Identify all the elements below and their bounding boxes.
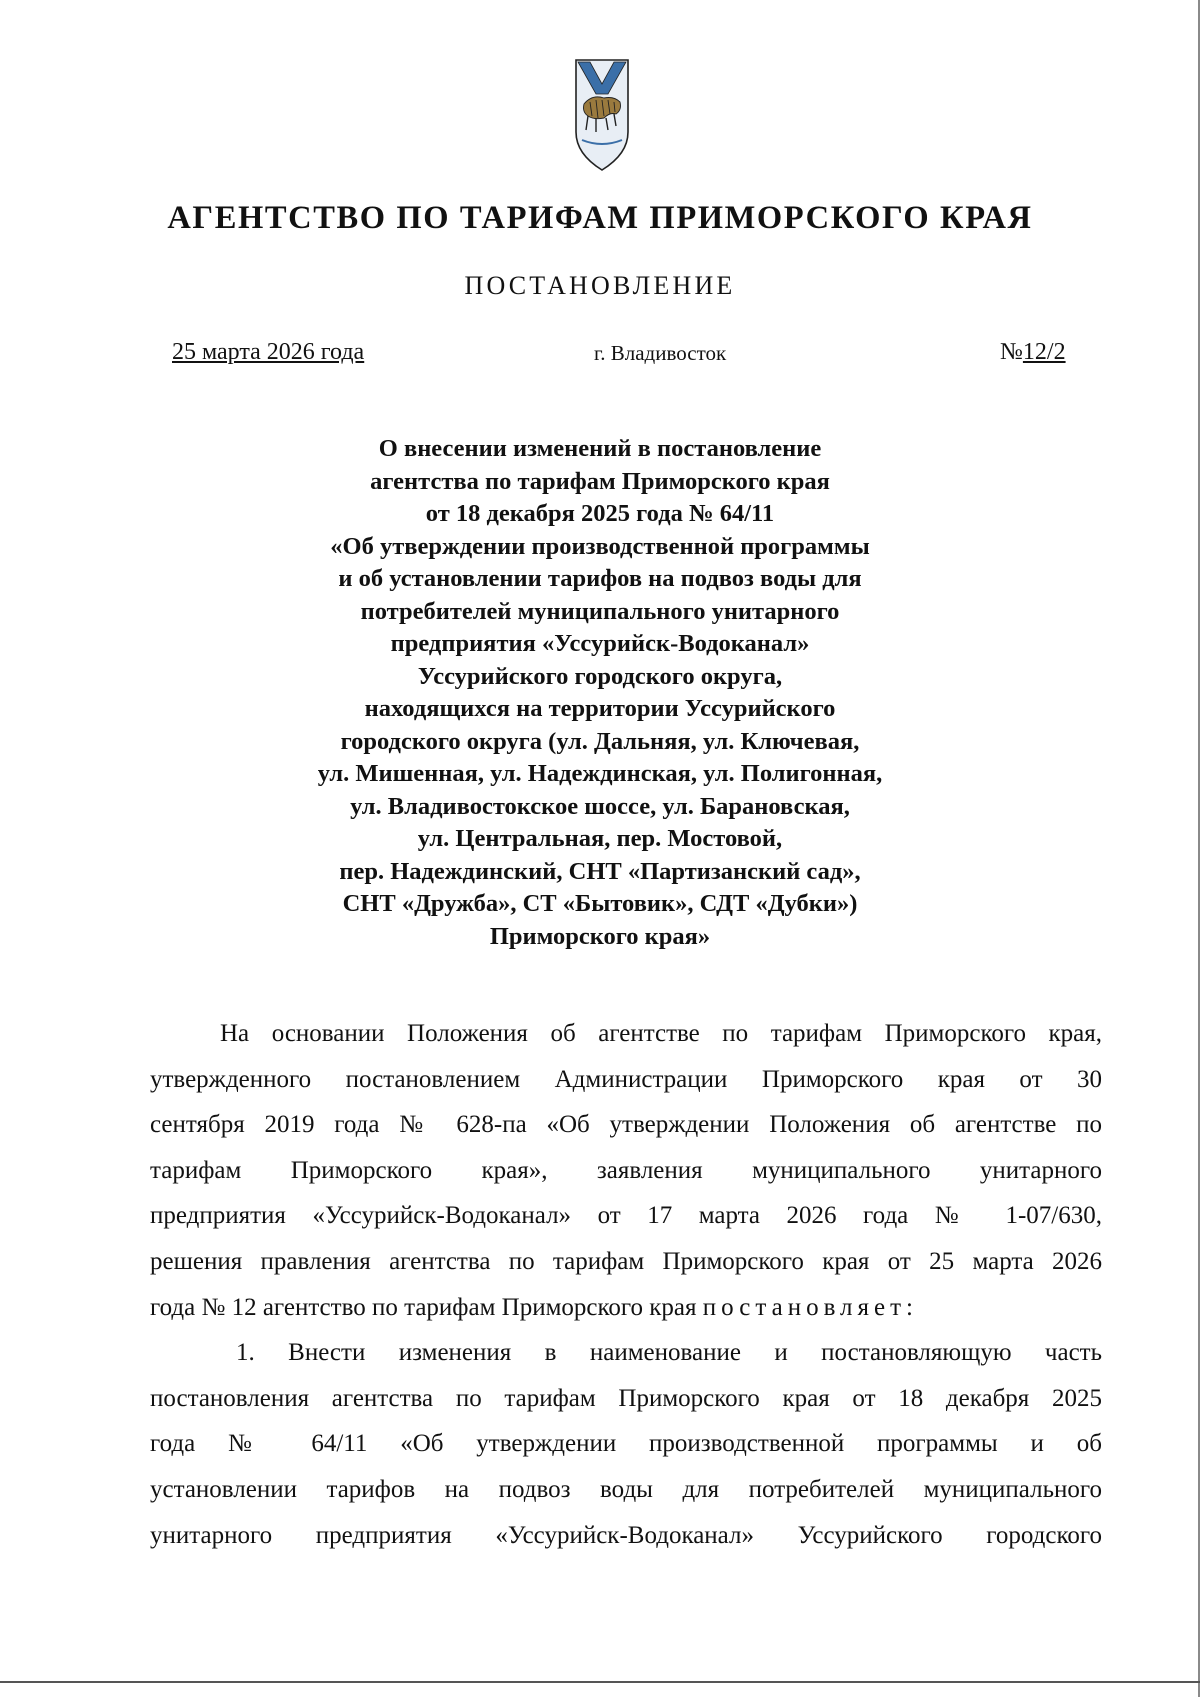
body-line <box>150 1285 1102 1331</box>
body-line: На основании Положения об агентстве по тарифам Приморского края, <box>220 1020 1102 1047</box>
body-line: предприятия «Уссурийск-Водоканал» от 17 марта 2026 года № 1-07/630, <box>150 1202 1102 1230</box>
body-line: унитарного предприятия «Уссурийск-Водоканал» Уссурийского городского <box>150 1521 1102 1549</box>
body-line: установлении тарифов на подвоз воды для потребителей муниципального <box>150 1475 1102 1503</box>
document-date: 25 марта 2026 года <box>172 339 365 365</box>
body-line: года № 64/11 «Об утверждении производственной программы и об <box>150 1430 1102 1458</box>
title-line: агентства по тарифам Приморского края <box>370 467 830 495</box>
title-line: потребителей муниципального унитарного <box>360 597 840 625</box>
title-line: Приморского края» <box>489 922 711 950</box>
document-title <box>200 433 1000 953</box>
title-line: ул. Мишенная, ул. Надеждинская, ул. Полигонная, <box>317 760 883 787</box>
document-type: ПОСТАНОВЛЕНИЕ <box>464 271 736 300</box>
body-line: утвержденного постановлением Администрации Приморского края от 30 <box>150 1065 1102 1093</box>
title-line: предприятия «Уссурийск-Водоканал» <box>390 630 810 657</box>
coat-of-arms-primorsky-krai-icon <box>574 58 630 176</box>
title-line: ул. Центральная, пер. Мостовой, <box>417 825 783 852</box>
body-line-text: года № 12 агентство по тарифам Приморского края <box>150 1293 697 1321</box>
title-line: «Об утверждении производственной программы <box>330 532 870 560</box>
agency-name: АГЕНТСТВО ПО ТАРИФАМ ПРИМОРСКОГО КРАЯ <box>167 200 1033 236</box>
document-body <box>150 1011 1102 1558</box>
document-number <box>1000 339 1066 366</box>
number-value: 12/2 <box>1022 339 1066 365</box>
number-prefix: № <box>1000 339 1023 365</box>
title-line: Уссурийского городского округа, <box>417 662 783 690</box>
title-line: городского округа (ул. Дальняя, ул. Ключевая, <box>340 727 860 755</box>
title-line: СНТ «Дружба», СТ «Бытовик», СДТ «Дубки») <box>342 890 858 917</box>
title-line: находящихся на территории Уссурийского <box>364 695 836 722</box>
title-line: и об установлении тарифов на подвоз воды для <box>338 565 862 592</box>
body-line: сентября 2019 года № 628-па «Об утверждении Положения об агентстве по <box>150 1111 1102 1139</box>
page-edge-bottom <box>0 1681 1200 1683</box>
title-line: О внесении изменений в постановление <box>378 435 822 462</box>
title-line: пер. Надеждинский, СНТ «Партизанский сад», <box>339 857 861 885</box>
document-city: г. Владивосток <box>594 341 727 365</box>
resolves-word: постановляет: <box>702 1293 918 1321</box>
body-line: постановления агентства по тарифам Приморского края от 18 декабря 2025 <box>150 1384 1102 1412</box>
body-line: тарифам Приморского края», заявления муниципального унитарного <box>150 1156 1102 1184</box>
body-line: решения правления агентства по тарифам Приморского края от 25 марта 2026 <box>150 1247 1102 1275</box>
body-line: 1. Внести изменения в наименование и постановляющую часть <box>236 1339 1102 1367</box>
title-line: ул. Владивостокское шоссе, ул. Барановская, <box>350 792 850 820</box>
title-line: от 18 декабря 2025 года № 64/11 <box>425 500 775 527</box>
